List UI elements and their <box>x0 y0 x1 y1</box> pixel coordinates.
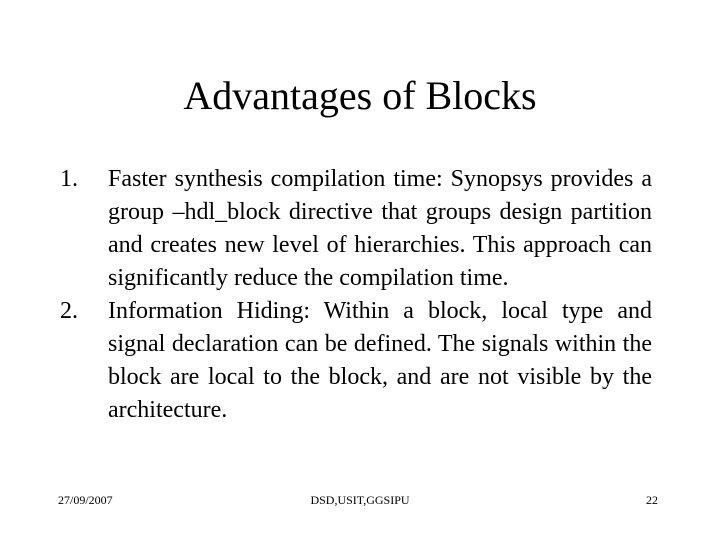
bullet-list <box>60 163 652 427</box>
footer-date: 27/09/2007 <box>58 493 113 507</box>
list-item-text: Faster synthesis compilation time: Synopsys provides a group –hdl_block directive that groups design partition and creates new level of hierarchies. This approach can significantly reduce the compilation time. <box>108 166 652 291</box>
list-item <box>60 295 652 427</box>
list-item <box>60 163 652 295</box>
list-item-number: 1. <box>60 166 78 192</box>
list-item-number: 2. <box>60 298 78 324</box>
footer-center-text: DSD,USIT,GGSIPU <box>310 493 410 507</box>
slide-title: Advantages of Blocks <box>183 73 537 118</box>
list-item-text: Information Hiding: Within a block, local type and signal declaration can be defined. The signals within the block are local to the block, and are not visible by the architecture. <box>108 298 652 423</box>
footer-page-number: 22 <box>646 493 658 507</box>
